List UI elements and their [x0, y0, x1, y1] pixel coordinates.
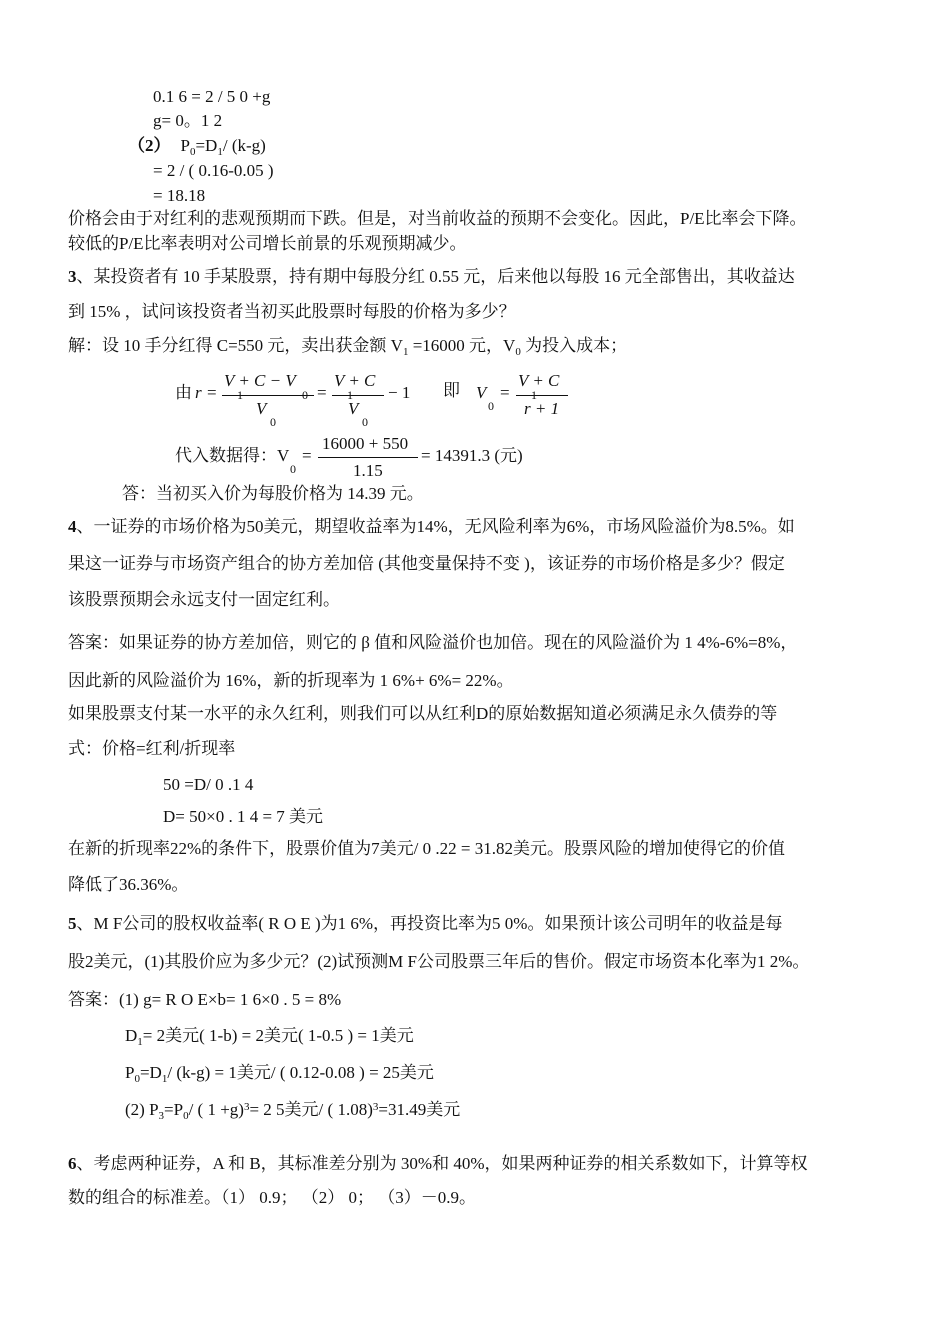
question-text: 、某投资者有 10 手某股票，持有期中每股分红 0.55 元，后来他以每股 16 元全部售出，其收益达 — [76, 267, 795, 286]
answer-4-line: 降低了36.36%。 — [68, 875, 189, 894]
symbol: =31.49美元 — [378, 1100, 461, 1119]
fraction-denominator: 1.15 — [353, 461, 383, 480]
formula-symbol: − 1 — [388, 383, 411, 402]
formula-symbol: = — [317, 383, 327, 402]
symbol: =D — [195, 136, 218, 155]
paragraph-line: 较低的P/E比率表明对公司增长前景的乐观预期减少。 — [68, 234, 467, 253]
answer-4-line: 因此新的风险溢价为 16%，新的折现率为 1 6%+ 6%= 22%。 — [68, 671, 514, 690]
subscript: 0 — [362, 415, 368, 429]
subscript: 0 — [515, 346, 521, 358]
subscript: 1 — [137, 1036, 143, 1048]
fraction-numerator: V + C — [334, 371, 376, 390]
question-text: 、M F公司的股权收益率( R O E )为1 6%，再投资比率为5 0%。如果预计该公司明年的收益是每 — [76, 914, 783, 933]
fraction-numerator: 16000 + 550 — [322, 434, 409, 453]
equation-line — [125, 1099, 460, 1121]
solution-line — [68, 335, 627, 357]
subscript: 0 — [183, 1110, 189, 1122]
question-5-cont: 股2美元，(1)其股价应为多少元？(2)试预测M F公司股票三年后的售价。假定市场资本化率为1 2%。 — [68, 952, 810, 971]
question-4-cont: 果这一证券与市场资产组合的协方差加倍 (其他变量保持不变 )，该证券的市场价格是多少？假定 — [68, 554, 785, 573]
formula-result: = 14391.3 (元) — [421, 446, 523, 465]
equation-line: = 2 / ( 0.16-0.05 ) — [153, 161, 274, 180]
fraction-denominator: r + 1 — [524, 399, 560, 418]
symbol: = 2美元( 1-b) = 2美元( 1-0.5 ) = 1美元 — [142, 1026, 414, 1045]
fraction-bar — [332, 395, 384, 396]
formula-symbol: = — [302, 446, 312, 465]
subscript: 1 — [217, 146, 223, 158]
subscript: 0 — [290, 462, 296, 476]
subscript: 0 — [270, 415, 276, 429]
symbol: D — [125, 1026, 138, 1045]
answer-4-line: 式：价格=红利/折现率 — [68, 739, 236, 758]
equation-line: = 18.18 — [153, 186, 206, 205]
formula-symbol: = — [207, 383, 217, 402]
question-3 — [68, 266, 795, 288]
equation-line: 0.1 6 = 2 / 5 0 +g — [153, 87, 271, 106]
question-6-cont: 数的组合的标准差。（1） 0.9； （2） 0； （3）－0.9。 — [68, 1188, 476, 1207]
fraction-bar — [318, 457, 418, 458]
fraction-denominator: V — [256, 399, 267, 418]
answer-3: 答：当初买入价为每股价格为 14.39 元。 — [122, 484, 424, 503]
subscript: 3 — [158, 1110, 165, 1122]
question-number: 4 — [68, 517, 77, 536]
superscript: 3 — [243, 1101, 250, 1113]
question-text: 、一证券的市场价格为50美元，期望收益率为14%，无风险利率为6%，市场风险溢价为8.5%。如 — [76, 517, 795, 536]
paragraph-line: 价格会由于对红利的悲观预期而下跌。但是，对当前收益的预期不会变化。因此，P/E比率会下降。 — [68, 209, 807, 228]
question-4-cont: 该股票预期会永远支付一固定红利。 — [68, 590, 340, 609]
subscript: 0 — [134, 1073, 140, 1085]
symbol: / ( 1 +g) — [188, 1100, 244, 1119]
formula-label: 即 — [443, 381, 460, 400]
subscript: 1 — [161, 1073, 168, 1085]
symbol: P — [180, 136, 190, 155]
equation-line: D= 50×0 . 1 4 = 7 美元 — [163, 807, 324, 826]
answer-4-line: 在新的折现率22%的条件下，股票价值为7美元/ 0 .22 = 31.82美元。股票风险的增加使得它的价值 — [68, 839, 785, 858]
equation-line: g= 0。1 2 — [153, 111, 223, 130]
equation-line: 50 =D/ 0 .1 4 — [163, 775, 254, 794]
fraction-numerator: V + C − V — [224, 371, 296, 390]
question-4 — [68, 516, 795, 538]
question-number: 3 — [68, 267, 77, 286]
formula-symbol: = — [500, 383, 510, 402]
solution-text: 为投入成本； — [520, 336, 628, 355]
solution-text: 解：设 10 手分红得 C=550 元，卖出获金额 V — [68, 336, 403, 355]
subscript: 0 — [189, 146, 196, 158]
fraction-numerator: V + C — [518, 371, 560, 390]
formula-symbol: V — [476, 383, 487, 402]
question-number: 5 — [68, 914, 77, 933]
fraction-bar — [222, 395, 314, 396]
superscript: 3 — [372, 1101, 379, 1113]
answer-5-line: 答案：(1) g= R O E×b= 1 6×0 . 5 = 8% — [68, 990, 342, 1009]
item-number: （2） — [128, 136, 171, 155]
solution-text: =16000 元，V — [408, 336, 516, 355]
question-3-cont: 到 15% ，试问该投资者当初买此股票时每股的价格为多少？ — [68, 302, 516, 321]
question-text: 、考虑两种证券，A 和 B，其标准差分别为 30%和 40%，如果两种证券的相关系数如下，计算等权 — [76, 1154, 808, 1173]
symbol: =D — [139, 1063, 162, 1082]
formula-label: 代入数据得：V — [175, 446, 290, 465]
formula-label: 由 — [175, 383, 192, 402]
equation-line — [128, 135, 266, 157]
symbol: = 2 5美元/ ( 1.08) — [249, 1100, 373, 1119]
equation-line — [125, 1025, 414, 1047]
symbol: =P — [164, 1100, 184, 1119]
equation-line — [125, 1062, 434, 1084]
fraction-bar — [516, 395, 568, 396]
symbol: P — [125, 1063, 135, 1082]
formula-symbol: r — [195, 383, 202, 402]
symbol: / (k-g) — [222, 136, 266, 155]
answer-4-line: 如果股票支付某一水平的永久红利，则我们可以从红利D的原始数据知道必须满足永久债券的等 — [68, 704, 778, 723]
question-5 — [68, 913, 782, 935]
fraction-denominator: V — [348, 399, 359, 418]
question-6 — [68, 1153, 808, 1175]
symbol: (2) P — [125, 1100, 159, 1119]
question-number: 6 — [68, 1154, 77, 1173]
symbol: / (k-g) = 1美元/ ( 0.12-0.08 ) = 25美元 — [167, 1063, 434, 1082]
subscript: 1 — [402, 346, 409, 358]
answer-4-line: 答案：如果证券的协方差加倍，则它的 β 值和风险溢价也加倍。现在的风险溢价为 1 4%-6%=8%， — [68, 633, 798, 652]
subscript: 0 — [488, 399, 494, 413]
